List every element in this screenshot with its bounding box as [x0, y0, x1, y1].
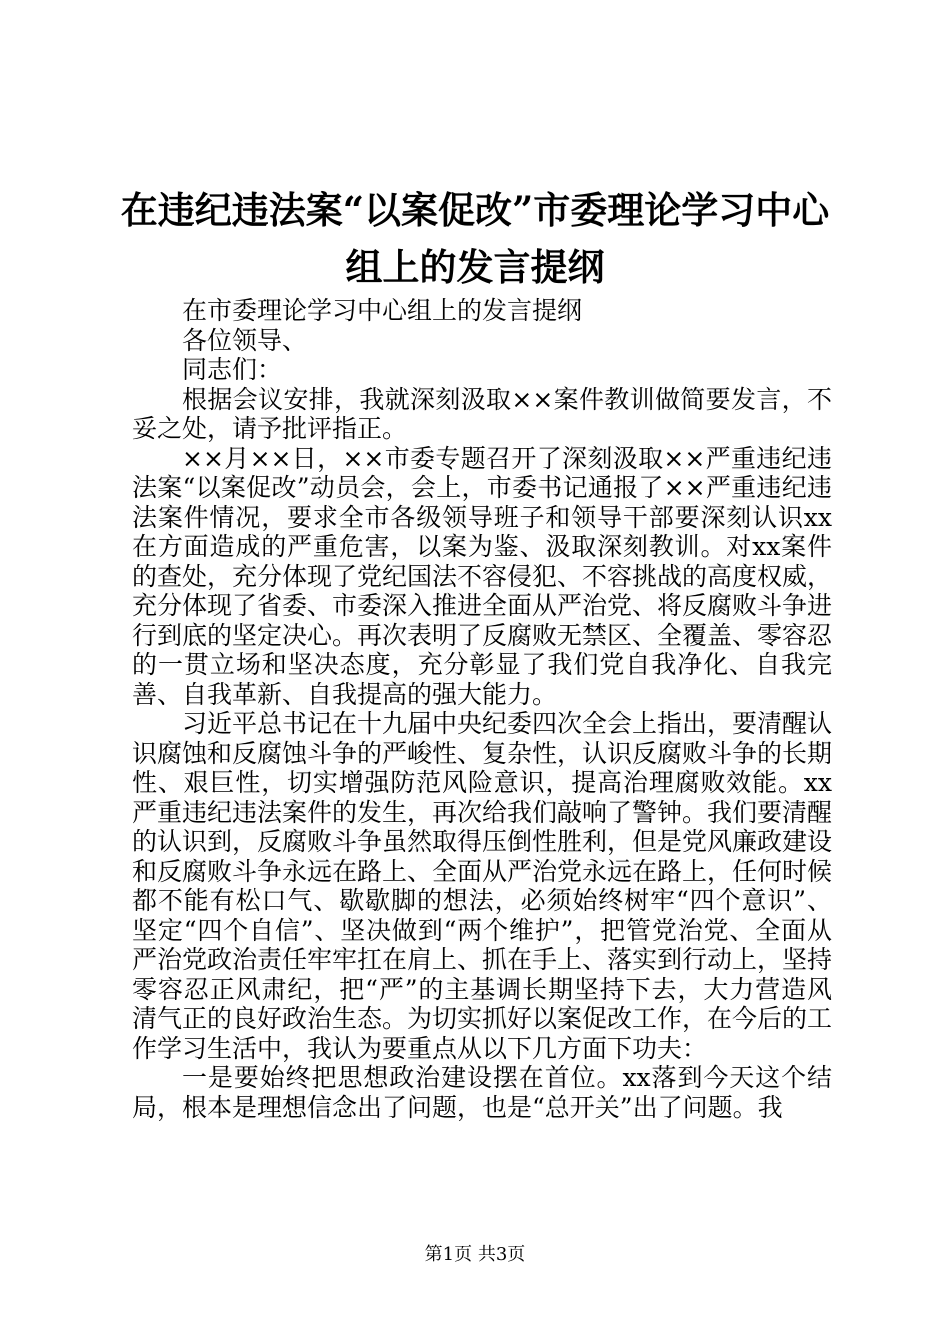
body-paragraph: 一是要始终把思想政治建设摆在首位。xx落到今天这个结局，根本是理想信念出了问题，也是“总开关”出了问题。我 — [132, 1063, 832, 1122]
salutation-leaders: 各位领导、 — [182, 325, 308, 355]
document-title-line-1: 在违纪违法案“以案促改”市委理论学习中心 — [120, 188, 830, 232]
salutation-comrades: 同志们： — [182, 355, 283, 384]
page-footer: 第1页 共3页 — [424, 1244, 526, 1265]
body-paragraph: 根据会议安排，我就深刻汲取××案件教训做简要发言，不妥之处，请予批评指正。 — [132, 384, 832, 443]
body-paragraph: 习近平总书记在十九届中央纪委四次全会上指出，要清醒认识腐蚀和反腐蚀斗争的严峻性、复杂性，认识反腐败斗争的长期性、艰巨性，切实增强防范风险意识，提高治理腐败效能。xx严重违纪违法案件的发生，再次给我们敲响了警钟。我们要清醒的认识到，反腐败斗争虽然取得压倒性胜利，但是党风廉政建设和反腐败斗争永远在路上、全面从严治党永远在路上，任何时候都不能有松口气、歇歇脚的想法，必须始终树牢“四个意识”、坚定“四个自信”、坚决做到“两个维护”，把管党治党、全面从严治党政治责任牢牢扛在肩上、抓在手上、落实到行动上，坚持零容忍正风肃纪，把“严”的主基调长期坚持下去，大力营造风清气正的良好政治生态。为切实抓好以案促改工作，在今后的工作学习生活中，我认为要重点从以下几方面下功夫： — [132, 709, 833, 1063]
document-title-line-2: 组上的发言提纲 — [345, 245, 605, 289]
document-body — [132, 296, 832, 1122]
body-paragraph: ××月××日，××市委专题召开了深刻汲取××严重违纪违法案“以案促改”动员会，会上，市委书记通报了××严重违纪违法案件情况，要求全市各级领导班子和领导干部要深刻认识xx在方面造成的严重危害，以案为鉴、汲取深刻教训。对xx案件的查处，充分体现了党纪国法不容侵犯、不容挑战的高度权威，充分体现了省委、市委深入推进全面从严治党、将反腐败斗争进行到底的坚定决心。再次表明了反腐败无禁区、全覆盖、零容忍的一贯立场和坚决态度，充分彰显了我们党自我净化、自我完善、自我革新、自我提高的强大能力。 — [132, 443, 833, 709]
subtitle-paragraph: 在市委理论学习中心组上的发言提纲 — [182, 296, 583, 325]
